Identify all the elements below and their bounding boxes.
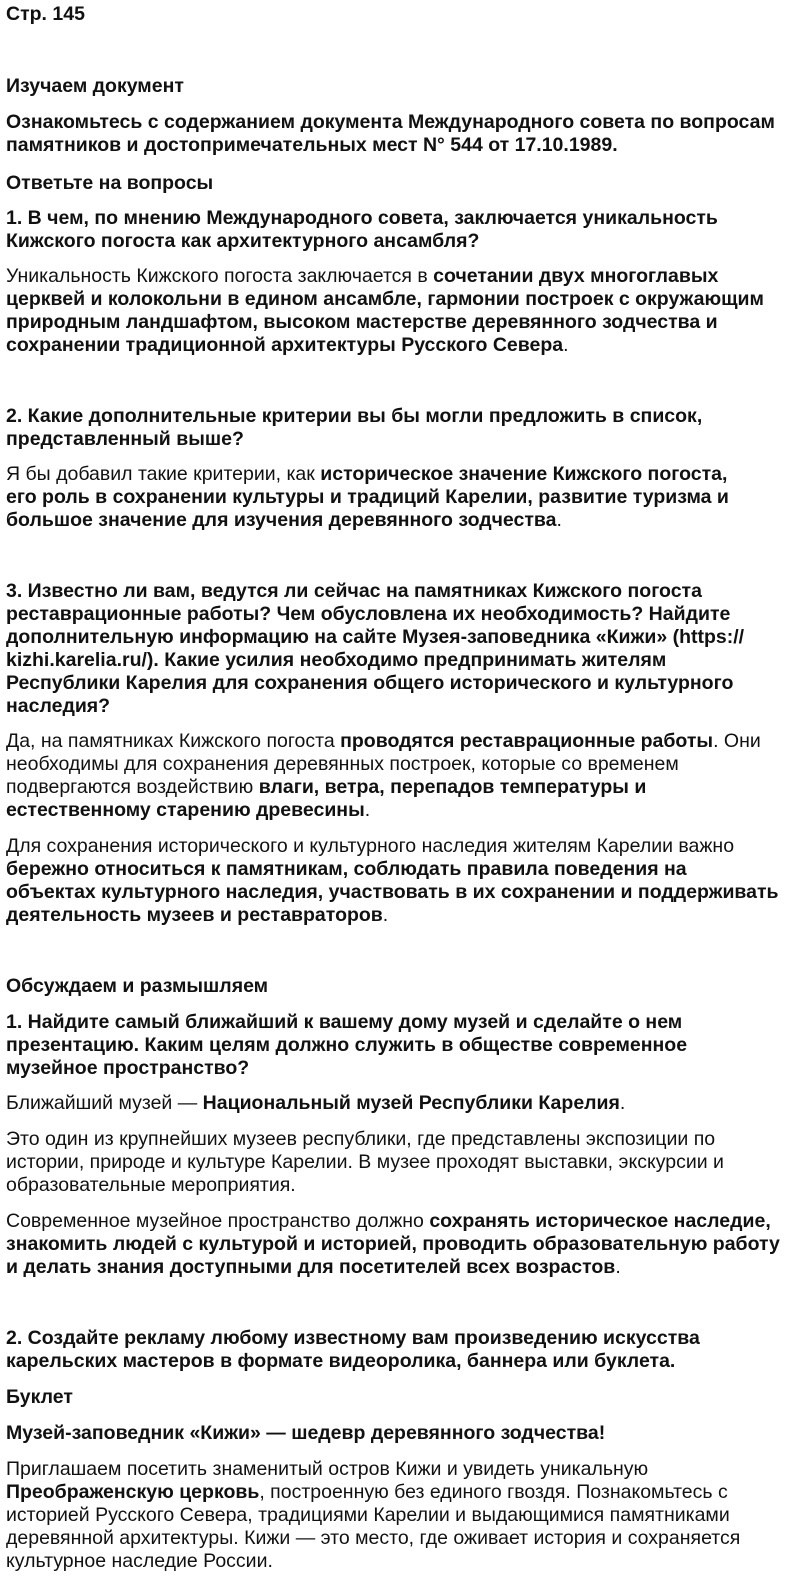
question-3-line: наследия?	[6, 695, 111, 717]
answer-1-line: Уникальность Кижского погоста заключается в сочетании двух многоглавых	[6, 265, 719, 287]
answer-1-line: природным ландшафтом, высоком мастерстве деревянного зодчества и	[6, 311, 718, 333]
answer-2-line: Я бы добавил такие критерии, как историческое значение Кижского погоста,	[6, 463, 728, 485]
answer-3-line: необходимы для сохранения деревянных построек, которые со временем	[6, 753, 679, 775]
answer-3-line: подвергаются воздействию влаги, ветра, перепадов температуры и	[6, 776, 647, 798]
answer-3-line: естественному старению древесины.	[6, 799, 371, 821]
booklet-text-line: культурное наследие России.	[6, 1550, 273, 1572]
booklet-text-line: Приглашаем посетить знаменитый остров Кижи и увидеть уникальную	[6, 1458, 649, 1480]
question-3-line: реставрационные работы? Чем обусловлена их необходимость? Найдите	[6, 603, 731, 625]
booklet-text-line: историей Русского Севера, традициями Карелии и выдающимися памятниками	[6, 1504, 730, 1526]
intro-line: Ознакомьтесь с содержанием документа Международного совета по вопросам	[6, 111, 775, 133]
question-3-line: kizhi.karelia.ru/). Какие усилия необходимо предпринимать жителям	[6, 649, 667, 671]
s2-answer-3-line: Современное музейное пространство должно сохранять историческое наследие,	[6, 1210, 771, 1232]
s2-question-2-line: карельских мастеров в формате видеоролика, баннера или буклета.	[6, 1350, 676, 1372]
answer-3-line: Для сохранения исторического и культурного наследия жителям Карелии важно	[6, 835, 735, 857]
question-2-line: представленный выше?	[6, 428, 244, 450]
answer-2-line: его роль в сохранении культуры и традиций Карелии, развитие туризма и	[6, 486, 729, 508]
answer-3-line: объектах культурного наследия, участвовать в их сохранении и поддерживать	[6, 881, 779, 903]
question-1-line: 1. В чем, по мнению Международного совета, заключается уникальность	[6, 207, 718, 229]
question-3-line: дополнительную информацию на сайте Музея-заповедника «Кижи» (https://	[6, 626, 745, 648]
question-1-line: Кижского погоста как архитектурного ансамбля?	[6, 230, 480, 252]
s2-answer-2-line: истории, природе и культуре Карелии. В музее проходят выставки, экскурсии и	[6, 1151, 724, 1173]
s2-answer-2-line: Это один из крупнейших музеев республики, где представлены экспозиции по	[6, 1128, 716, 1150]
booklet-text-line: Преображенскую церковь, построенную без единого гвоздя. Познакомьтесь с	[6, 1481, 728, 1503]
s2-answer-3-line: знакомить людей с культурой и историей, проводить образовательную работу	[6, 1233, 780, 1255]
answer-1-line: сохранении традиционной архитектуры Русского Севера.	[6, 334, 569, 356]
question-2-line: 2. Какие дополнительные критерии вы бы могли предложить в список,	[6, 405, 703, 427]
intro-line: памятников и достопримечательных мест N° 544 от 17.10.1989.	[6, 134, 618, 156]
s2-question-2-line: 2. Создайте рекламу любому известному вам произведению искусства	[6, 1327, 700, 1349]
section-heading-discuss: Обсуждаем и размышляем	[6, 975, 269, 997]
s2-question-1-line: музейное пространство?	[6, 1057, 250, 1079]
s2-answer-2-line: образовательные мероприятия.	[6, 1174, 296, 1196]
answer-1-line: церквей и колокольни в едином ансамбле, гармонии построек с окружающим	[6, 288, 764, 310]
s2-answer-1-line: Ближайший музей — Национальный музей Республики Карелия.	[6, 1092, 626, 1114]
answer-3-line: бережно относиться к памятникам, соблюдать правила поведения на	[6, 858, 687, 880]
answer-3-line: деятельность музеев и реставраторов.	[6, 904, 389, 926]
answer-questions-heading: Ответьте на вопросы	[6, 172, 214, 194]
s2-question-1-line: 1. Найдите самый ближайший к вашему дому музей и сделайте о нем	[6, 1011, 683, 1033]
question-3-line: Республики Карелия для сохранения общего исторического и культурного	[6, 672, 734, 694]
s2-answer-3-line: и делать знания доступными для посетителей всех возрастов.	[6, 1256, 621, 1278]
answer-3-line: Да, на памятниках Кижского погоста проводятся реставрационные работы. Они	[6, 730, 761, 752]
section-heading-study-document: Изучаем документ	[6, 75, 184, 97]
answer-2-line: большое значение для изучения деревянного зодчества.	[6, 509, 562, 531]
booklet-title: Музей-заповедник «Кижи» — шедевр деревянного зодчества!	[6, 1422, 606, 1444]
booklet-label: Буклет	[6, 1386, 73, 1408]
page-label: Стр. 145	[6, 3, 85, 25]
question-3-line: 3. Известно ли вам, ведутся ли сейчас на памятниках Кижского погоста	[6, 580, 702, 602]
s2-question-1-line: презентацию. Каким целям должно служить в обществе современное	[6, 1034, 688, 1056]
booklet-text-line: деревянной архитектуры. Кижи — это место, где оживает история и сохраняется	[6, 1527, 741, 1549]
